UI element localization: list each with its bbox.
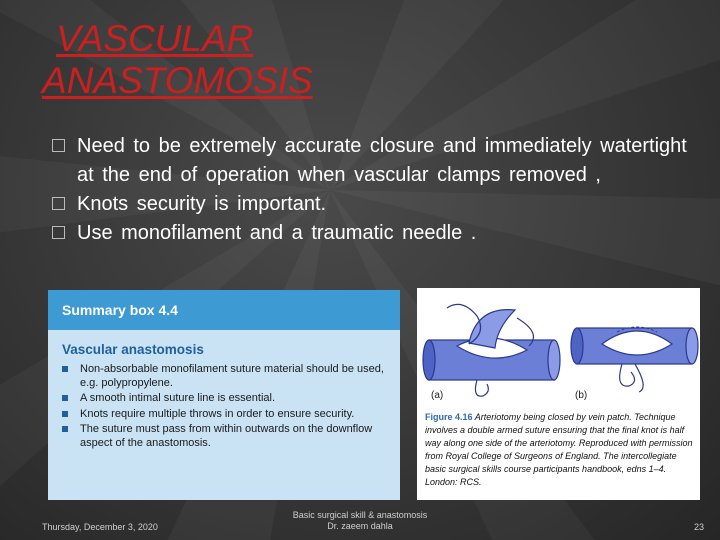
- figure-caption: [425, 411, 697, 489]
- slide-title: [42, 18, 402, 102]
- square-bullet-icon: [62, 366, 68, 372]
- label-b: (b): [575, 390, 588, 401]
- footer-date: Thursday, December 3, 2020: [42, 522, 158, 532]
- bullet-item: [52, 190, 692, 219]
- vessel-a-drawing: [423, 304, 560, 396]
- title-line-2: ANASTOMOSIS: [42, 60, 313, 101]
- bullet-text: Knots security is important.: [77, 193, 327, 215]
- summary-box-list: [48, 363, 400, 450]
- summary-item: [62, 392, 390, 406]
- summary-box: [48, 290, 400, 500]
- summary-item: [62, 363, 390, 390]
- bullet-list: [52, 132, 692, 248]
- bullet-square-icon: [52, 197, 65, 210]
- figure-panel: [417, 288, 700, 500]
- footer-author: Dr. zaeem dahla: [327, 521, 393, 531]
- square-bullet-icon: [62, 426, 68, 432]
- bullet-item: [52, 132, 692, 190]
- square-bullet-icon: [62, 411, 68, 417]
- figure-number: Figure 4.16: [425, 412, 473, 422]
- bullet-text: Use monofilament and a traumatic needle .: [77, 222, 477, 244]
- summary-item-text: Knots require multiple throws in order to ensure security.: [80, 407, 355, 420]
- footer-course: Basic surgical skill & anastomosis: [292, 510, 428, 520]
- summary-item-text: The suture must pass from within outwards on the downflow aspect of the anastomosis.: [80, 423, 373, 449]
- summary-box-subtitle: Vascular anastomosis: [62, 342, 204, 357]
- summary-item-text: Non-absorbable monofilament suture material should be used, e.g. polypropylene.: [80, 363, 384, 389]
- page-number: 23: [693, 522, 704, 532]
- square-bullet-icon: [62, 395, 68, 401]
- bullet-item: [52, 219, 692, 248]
- figure-caption-text: Arteriotomy being closed by vein patch. Technique involves a double armed suture ensuring that the final knot is half way along one side of the arteriotomy. Reproduced with permission from Royal College of Surgeons of England. The intercollegiate basic surgical skills course participants handbook, edns 1–4. London: RCS.: [425, 412, 693, 487]
- bullet-text: Need to be extremely accurate closure and immediately watertight at the end of operation when vascular clamps removed ,: [77, 135, 687, 186]
- summary-box-header: Summary box 4.4: [48, 290, 400, 330]
- bullet-square-icon: [52, 226, 65, 239]
- title-line-1: VASCULAR: [56, 18, 254, 59]
- vessel-b-drawing: [571, 327, 698, 392]
- summary-item-text: A smooth intimal suture line is essential.: [80, 392, 276, 404]
- summary-item: [62, 423, 390, 450]
- label-a: (a): [431, 390, 444, 401]
- footer-center: [270, 510, 450, 532]
- summary-item: [62, 408, 390, 422]
- bullet-square-icon: [52, 139, 65, 152]
